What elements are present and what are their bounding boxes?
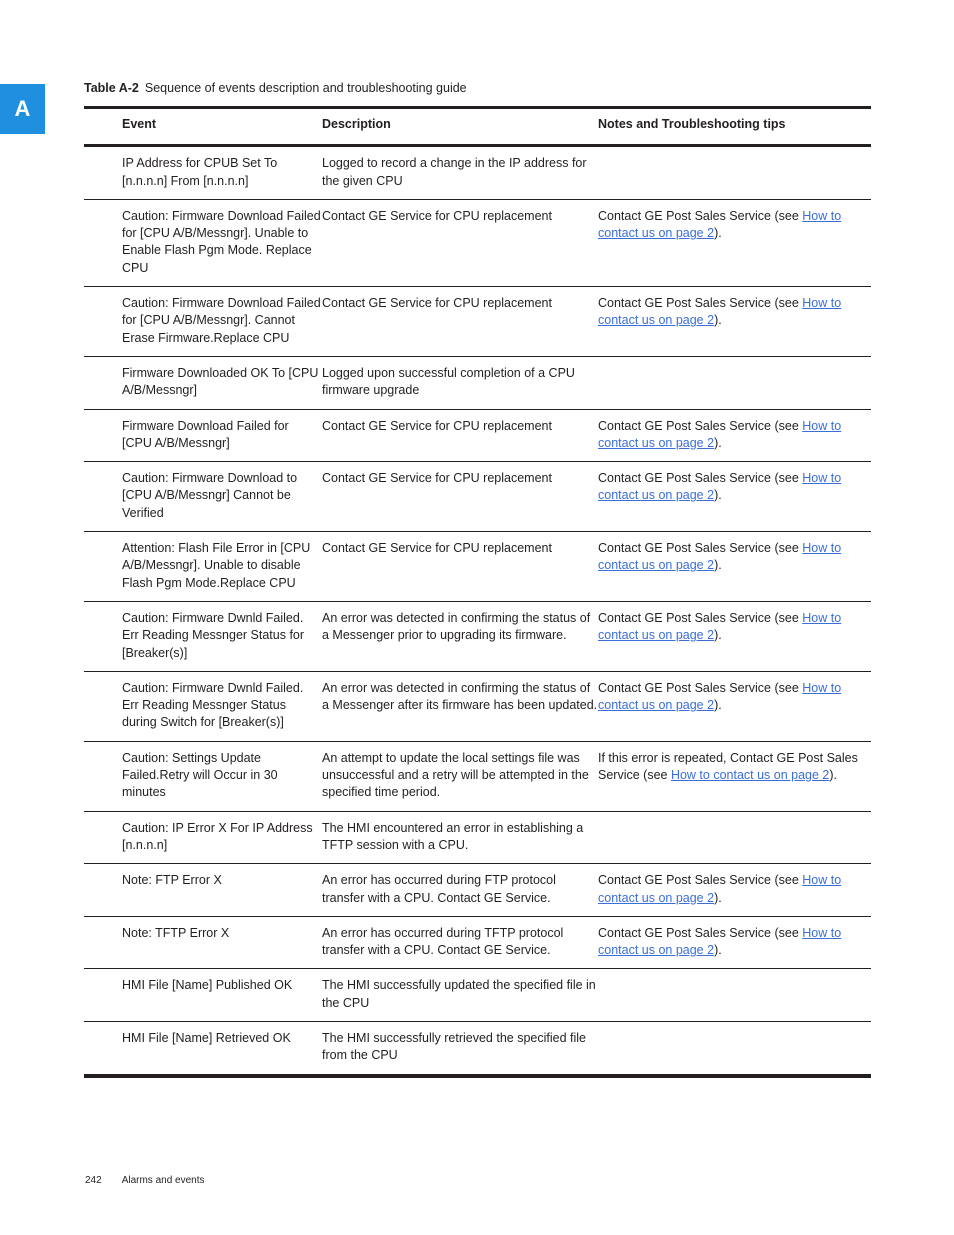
page-number: 242 — [85, 1175, 102, 1186]
notes-cell — [598, 601, 871, 671]
column-header-event: Event — [122, 117, 157, 131]
event-cell: Attention: Flash File Error in [CPU A/B/Messngr]. Unable to disable Flash Pgm Mode.Replace CPU — [122, 541, 311, 590]
description-cell: Logged upon successful completion of a CPU firmware upgrade — [322, 365, 575, 398]
notes-text: Contact GE Post Sales Service (see — [598, 925, 803, 940]
event-cell: Firmware Downloaded OK To [CPU A/B/Messngr] — [122, 365, 319, 398]
appendix-tab-marker: A — [0, 84, 45, 134]
table-row — [84, 864, 871, 917]
event-cell: Note: FTP Error X — [122, 873, 222, 888]
table-row — [84, 601, 871, 671]
table-row — [84, 741, 871, 811]
column-header-description: Description — [322, 117, 391, 131]
description-cell: Contact GE Service for CPU replacement — [322, 541, 552, 556]
notes-cell — [598, 356, 871, 409]
event-cell: Caution: Firmware Download Failed for [CPU A/B/Messngr]. Cannot Erase Firmware.Replace CPU — [122, 296, 321, 345]
notes-cell — [598, 916, 871, 969]
notes-text-suffix: ). — [714, 488, 722, 503]
notes-cell — [598, 671, 871, 741]
notes-cell — [598, 199, 871, 286]
contact-us-link[interactable]: How to contact us on page 2 — [598, 925, 842, 958]
notes-cell — [598, 741, 871, 811]
contact-us-link[interactable]: How to contact us on page 2 — [598, 873, 842, 905]
contact-us-link[interactable]: How to contact us on page 2 — [670, 768, 830, 783]
event-cell: IP Address for CPUB Set To [n.n.n.n] From [n.n.n.n] — [122, 156, 278, 188]
notes-cell — [598, 969, 871, 1022]
notes-text: Contact GE Post Sales Service (see — [598, 418, 803, 433]
event-cell: Caution: IP Error X For IP Address [n.n.n.n] — [122, 820, 313, 852]
description-cell: The HMI successfully retrieved the specified file from the CPU — [322, 1030, 586, 1063]
notes-text-suffix: ). — [714, 313, 722, 328]
notes-cell — [598, 462, 871, 532]
footer-section-title: Alarms and events — [121, 1175, 205, 1186]
description-cell: Contact GE Service for CPU replacement — [322, 296, 552, 311]
event-cell: Caution: Firmware Dwnld Failed. Err Reading Messnger Status for [Breaker(s)] — [122, 610, 305, 660]
description-cell: Contact GE Service for CPU replacement — [322, 471, 552, 486]
table-row — [84, 811, 871, 864]
table-caption — [84, 80, 467, 96]
description-cell: An error has occurred during TFTP protocol transfer with a CPU. Contact GE Service. — [322, 925, 564, 958]
description-cell: Contact GE Service for CPU replacement — [322, 208, 552, 223]
table-caption-label: Table A-2 — [84, 81, 139, 95]
table-row — [84, 199, 871, 286]
notes-text-suffix: ). — [714, 698, 722, 713]
table-caption-text: Sequence of events description and troubleshooting guide — [144, 81, 467, 95]
notes-text: If this error is repeated, Contact GE Post Sales Service (see — [598, 750, 858, 783]
event-cell: Caution: Settings Update Failed.Retry will Occur in 30 minutes — [122, 750, 278, 800]
contact-us-link[interactable]: How to contact us on page 2 — [598, 541, 842, 573]
notes-text-suffix: ). — [829, 768, 838, 783]
description-cell: An error was detected in confirming the status of a Messenger after its firmware has been updated. — [322, 680, 598, 713]
notes-text-suffix: ). — [714, 435, 722, 450]
event-cell: Note: TFTP Error X — [122, 925, 230, 940]
notes-cell — [598, 532, 871, 602]
events-table — [84, 109, 871, 1074]
contact-us-link[interactable]: How to contact us on page 2 — [598, 610, 842, 643]
notes-text: Contact GE Post Sales Service (see — [598, 610, 803, 625]
column-header-notes: Notes and Troubleshooting tips — [598, 117, 786, 131]
description-cell: An error was detected in confirming the status of a Messenger prior to upgrading its firmware. — [322, 610, 591, 643]
table-row — [84, 462, 871, 532]
contact-us-link[interactable]: How to contact us on page 2 — [598, 208, 842, 241]
event-cell: HMI File [Name] Published OK — [122, 978, 293, 993]
notes-cell — [598, 146, 871, 200]
table-row — [84, 146, 871, 200]
notes-text: Contact GE Post Sales Service (see — [598, 208, 803, 223]
notes-text-suffix: ). — [714, 890, 722, 905]
notes-text: Contact GE Post Sales Service (see — [598, 541, 803, 556]
notes-text: Contact GE Post Sales Service (see — [598, 680, 803, 695]
notes-cell — [598, 287, 871, 357]
event-cell: Firmware Download Failed for [CPU A/B/Messngr] — [122, 418, 289, 450]
description-cell: The HMI successfully updated the specified file in the CPU — [322, 978, 596, 1010]
page-footer — [85, 1175, 205, 1186]
notes-cell — [598, 864, 871, 917]
notes-text: Contact GE Post Sales Service (see — [598, 471, 803, 486]
description-cell: An error has occurred during FTP protocol transfer with a CPU. Contact GE Service. — [322, 873, 556, 905]
table-row — [84, 969, 871, 1022]
notes-text-suffix: ). — [714, 226, 722, 241]
event-cell: HMI File [Name] Retrieved OK — [122, 1030, 291, 1045]
events-table-container — [84, 106, 871, 1078]
table-row — [84, 1021, 871, 1073]
event-cell: Caution: Firmware Dwnld Failed. Err Reading Messnger Status during Switch for [Breaker(s)] — [122, 680, 304, 730]
notes-cell — [598, 409, 871, 462]
notes-text: Contact GE Post Sales Service (see — [598, 296, 803, 311]
table-row — [84, 532, 871, 602]
contact-us-link[interactable]: How to contact us on page 2 — [598, 296, 842, 328]
description-cell: An attempt to update the local settings file was unsuccessful and a retry will be attempted in the specified time period. — [322, 750, 589, 800]
table-body — [84, 146, 871, 1074]
event-cell: Caution: Firmware Download to [CPU A/B/Messngr] Cannot be Verified — [122, 471, 298, 520]
contact-us-link[interactable]: How to contact us on page 2 — [598, 418, 842, 450]
notes-text-suffix: ). — [714, 943, 722, 958]
notes-text-suffix: ). — [714, 558, 722, 573]
table-header-row — [84, 109, 871, 146]
description-cell: Logged to record a change in the IP address for the given CPU — [322, 156, 587, 188]
description-cell: Contact GE Service for CPU replacement — [322, 418, 552, 433]
event-cell: Caution: Firmware Download Failed for [CPU A/B/Messngr]. Unable to Enable Flash Pgm Mode. Replace CPU — [122, 208, 321, 275]
contact-us-link[interactable]: How to contact us on page 2 — [598, 680, 842, 713]
table-row — [84, 409, 871, 462]
notes-cell — [598, 1021, 871, 1073]
table-row — [84, 356, 871, 409]
table-row — [84, 287, 871, 357]
notes-cell — [598, 811, 871, 864]
description-cell: The HMI encountered an error in establishing a TFTP session with a CPU. — [322, 820, 584, 852]
table-row — [84, 671, 871, 741]
contact-us-link[interactable]: How to contact us on page 2 — [598, 471, 842, 503]
table-row — [84, 916, 871, 969]
notes-text-suffix: ). — [714, 628, 722, 643]
notes-text: Contact GE Post Sales Service (see — [598, 873, 803, 888]
